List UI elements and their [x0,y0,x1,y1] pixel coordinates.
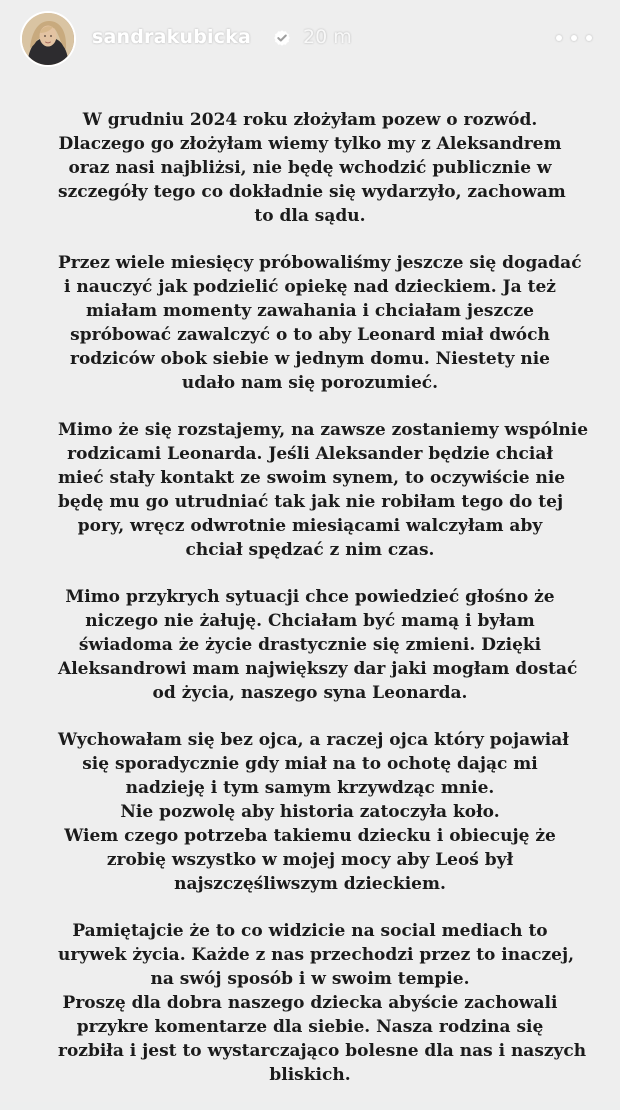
text-line: Przez wiele miesięcy próbowaliśmy jeszcze się dogadać [58,253,582,273]
text-line: spróbować zawalczyć o to aby Leonard miał dwóch [70,325,550,345]
paragraph-3 [58,418,589,562]
text-line: urywek życia. Każde z nas przechodzi przez to inaczej, [58,945,575,965]
text-line: Mimo że się rozstajemy, na zawsze zostaniemy wspólnie [58,420,589,440]
text-line: Wychowałam się bez ojca, a raczej ojca który pojawiał [58,730,569,750]
paragraph-4 [58,585,578,705]
text-line: Proszę dla dobra naszego dziecka abyście zachowali [62,993,558,1013]
text-line: od życia, naszego syna Leonarda. [152,683,468,703]
text-line: mieć stały kontakt ze swoim synem, to oczywiście nie [58,468,566,488]
text-line: zrobię wszystko w mojej mocy aby Leoś był [106,850,514,870]
story-time: 20 m [303,26,352,48]
text-line: Nie pozwolę aby historia zatoczyła koło. [120,802,500,822]
paragraph-2 [58,251,582,395]
text-line: W grudniu 2024 roku złożyłam pozew o rozwód. [82,110,538,130]
profile-photo-icon [22,13,74,65]
text-line: rozbiła i jest to wystarczająco bolesne dla nas i naszych [58,1041,587,1061]
text-line: Dlaczego go złożyłam wiemy tylko my z Aleksandrem [58,134,562,154]
paragraph-6 [58,919,587,1087]
story-username[interactable]: sandrakubicka [92,26,252,48]
text-line: oraz nasi najbliżsi, nie będę wchodzić publicznie w [68,158,552,178]
more-dot-icon [571,35,577,41]
text-line: najszczęśliwszym dzieckiem. [174,874,446,894]
more-dot-icon [586,35,592,41]
verified-badge-icon [273,29,291,47]
text-line: niczego nie żałuję. Chciałam być mamą i byłam [85,611,535,631]
text-line: się sporadycznie gdy miał na to ochotę dając mi [82,754,538,774]
story-header [0,0,620,82]
text-line: szczegóły tego co dokładnie się wydarzyło, zachowam [58,182,566,202]
text-line: przykre komentarze dla siebie. Nasza rodzina się [76,1017,544,1037]
text-line: rodziców obok siebie w jednym domu. Niestety nie [69,349,551,369]
more-options-icon[interactable] [556,28,592,48]
text-line: na swój sposób i w swoim tempie. [150,969,470,989]
text-line: to dla sądu. [254,206,366,226]
text-line: miałam momenty zawahania i chciałam jeszcze [86,301,534,321]
text-line: będę mu go utrudniać tak jak nie robiłam tego do tej [58,492,564,512]
text-line: świadoma że życie drastycznie się zmieni. Dzięki [78,635,542,655]
text-line: Wiem czego potrzeba takiemu dziecku i obiecuję że [64,826,556,846]
paragraph-5 [58,728,569,896]
text-line: nadzieję i tym samym krzywdząc mnie. [125,778,495,798]
text-line: Mimo przykrych sytuacji chce powiedzieć głośno że [65,587,555,607]
text-line: udało nam się porozumieć. [181,373,439,393]
text-line: Pamiętajcie że to co widzicie na social mediach to [72,921,548,941]
more-dot-icon [556,35,562,41]
text-line: pory, wręcz odwrotnie miesiącami walczyłam aby [77,516,543,536]
text-line: chciał spędzać z nim czas. [185,540,435,560]
paragraph-1 [58,108,566,228]
story-text [58,108,589,1110]
text-line: bliskich. [269,1065,351,1085]
text-line: Aleksandrowi mam największy dar jaki mogłam dostać [58,659,578,679]
text-line: i nauczyć jak podzielić opiekę nad dzieckiem. Ja też [64,277,556,297]
profile-avatar[interactable] [22,13,74,65]
text-line: rodzicami Leonarda. Jeśli Aleksander będzie chciał [67,444,553,464]
